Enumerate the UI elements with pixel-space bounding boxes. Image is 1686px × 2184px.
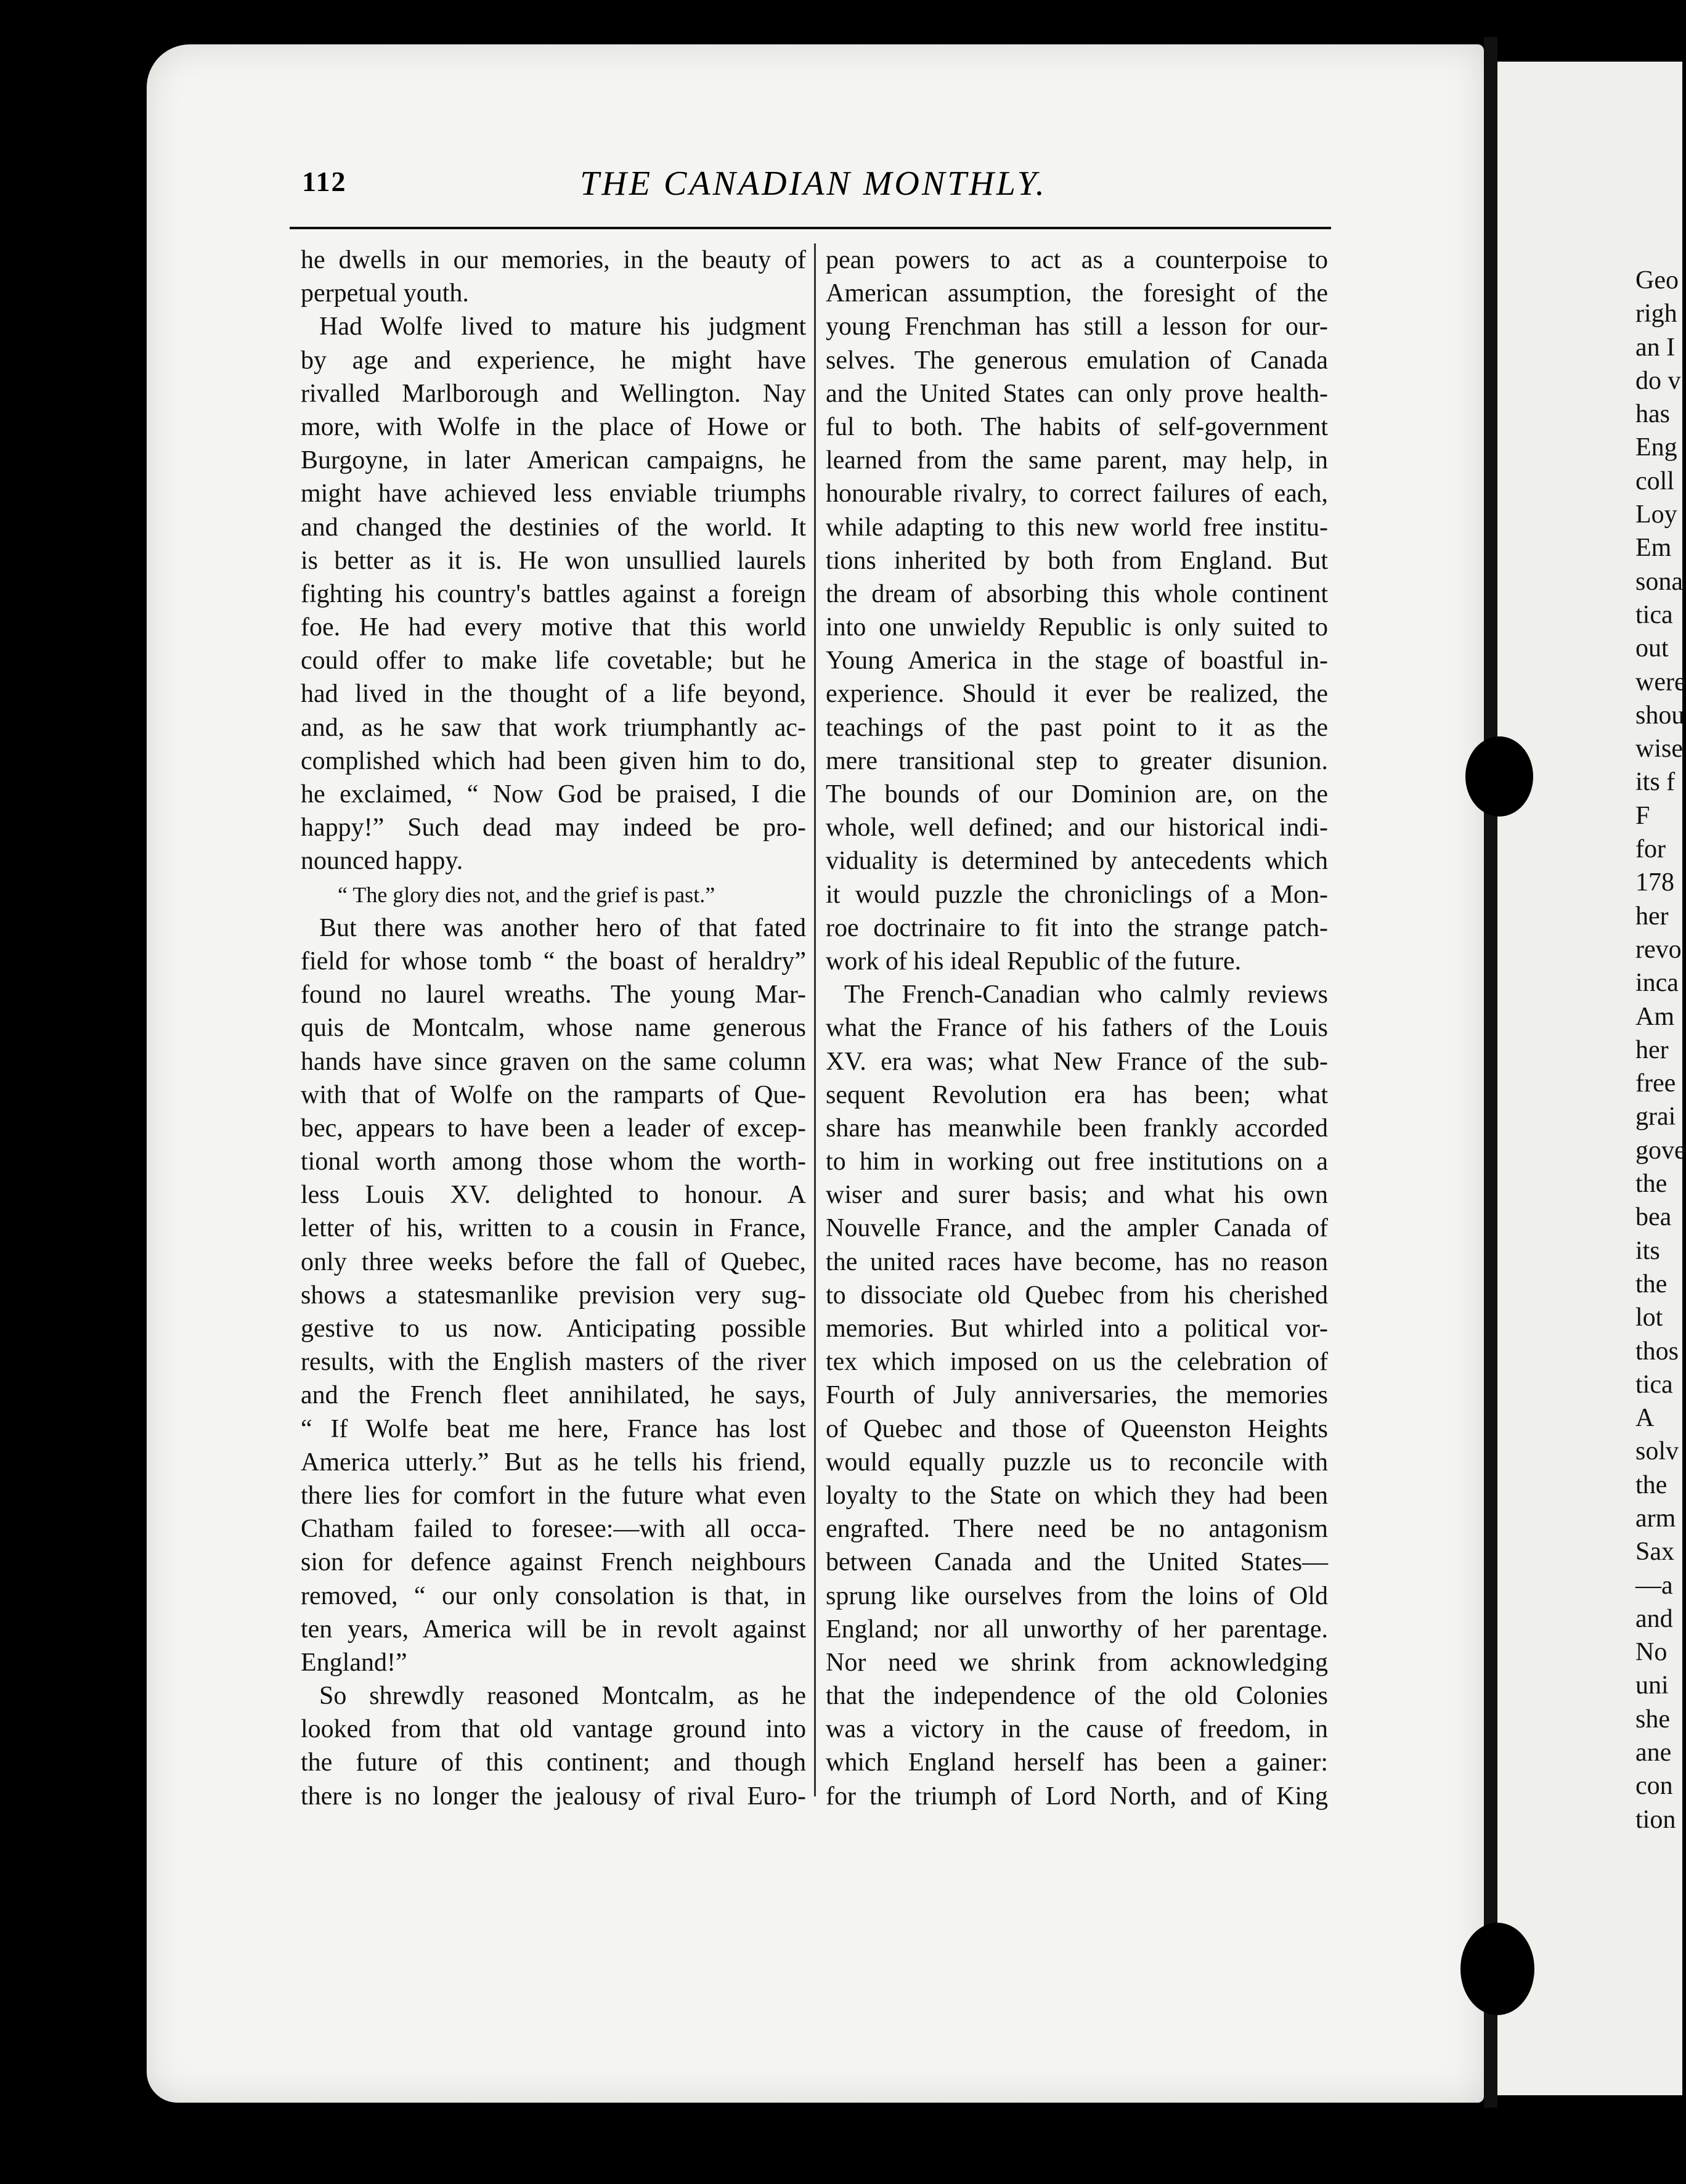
- facing-page-fragment: Sax: [1635, 1538, 1674, 1567]
- text-line: would equally puzzle us to reconcile with: [826, 1448, 1328, 1477]
- text-line: happy!” Such dead may indeed be pro-: [301, 813, 806, 842]
- facing-page-fragment: for: [1635, 835, 1666, 864]
- text-line: and, as he saw that work triumphantly ac-: [301, 713, 806, 742]
- text-line: The bounds of our Dominion are, on the: [826, 780, 1328, 809]
- facing-page-fragment: her: [1635, 1035, 1669, 1064]
- text-line: less Louis XV. delighted to honour. A: [301, 1181, 806, 1210]
- text-line: sion for defence against French neighbours: [301, 1548, 806, 1577]
- text-line: to him in working out free institutions on a: [826, 1147, 1328, 1176]
- text-line: experience. Should it ever be realized, the: [826, 680, 1328, 709]
- facing-page-fragment: Em: [1635, 534, 1672, 563]
- facing-page-fragment: shou: [1635, 701, 1685, 730]
- text-line: mere transitional step to greater disunion.: [826, 746, 1328, 775]
- text-line: while adapting to this new world free institu-: [826, 513, 1328, 542]
- text-line: to dissociate old Quebec from his cherished: [826, 1281, 1328, 1310]
- facing-page-fragment: solv: [1635, 1437, 1679, 1466]
- header-rule: [290, 227, 1331, 229]
- text-line: more, with Wolfe in the place of Howe or: [301, 412, 806, 441]
- text-line: Young America in the stage of boastful in-: [826, 646, 1328, 675]
- book-gutter: [1484, 37, 1497, 2108]
- facing-page-fragment: free: [1635, 1069, 1676, 1098]
- facing-page-fragment: revo: [1635, 935, 1682, 964]
- text-line: work of his ideal Republic of the future.: [826, 947, 1242, 976]
- text-line: ten years, America will be in revolt against: [301, 1615, 806, 1644]
- facing-page-fragment: tion: [1635, 1805, 1676, 1834]
- column-divider: [814, 243, 816, 1796]
- text-line: was a victory in the cause of freedom, in: [826, 1715, 1328, 1744]
- facing-page-fragment: the: [1635, 1170, 1668, 1199]
- text-line: he dwells in our memories, in the beauty of: [301, 246, 806, 274]
- text-line: removed, “ our only consolation is that, in: [301, 1581, 806, 1610]
- text-line: Nor need we shrink from acknowledging: [826, 1648, 1328, 1677]
- text-line: it would puzzle the chroniclings of a Mon-: [826, 880, 1328, 909]
- facing-page-fragment: Geo: [1635, 266, 1679, 295]
- facing-page-fragment: uni: [1635, 1671, 1669, 1700]
- text-line: XV. era was; what New France of the sub-: [826, 1047, 1328, 1076]
- facing-page-fragment: its f: [1635, 768, 1676, 797]
- text-line: he exclaimed, “ Now God be praised, I die: [301, 780, 806, 809]
- facing-page-fragment: arm: [1635, 1504, 1676, 1533]
- facing-page-fragment: inca: [1635, 969, 1679, 998]
- text-line: results, with the English masters of the river: [301, 1348, 806, 1377]
- text-line: shows a statesmanlike prevision very sug-: [301, 1281, 806, 1310]
- text-line: quis de Montcalm, whose name generous: [301, 1014, 806, 1043]
- text-line: America utterly.” But as he tells his friend,: [301, 1448, 806, 1477]
- facing-page-fragment: she: [1635, 1705, 1670, 1734]
- facing-page-fragment: do v: [1635, 366, 1681, 395]
- text-line: hands have since graven on the same column: [301, 1047, 806, 1076]
- text-line: But there was another hero of that fated: [319, 913, 806, 942]
- facing-page-fragment: lot: [1635, 1303, 1663, 1332]
- facing-page-fragment: her: [1635, 902, 1669, 931]
- text-line: looked from that old vantage ground into: [301, 1715, 806, 1744]
- page-number: 112: [302, 166, 347, 197]
- text-line: learned from the same parent, may help, in: [826, 446, 1328, 475]
- text-line: with that of Wolfe on the ramparts of Que-: [301, 1080, 806, 1109]
- text-line: complished which had been given him to do,: [301, 746, 806, 775]
- text-line: England!”: [301, 1648, 407, 1677]
- text-line: selves. The generous emulation of Canada: [826, 346, 1328, 375]
- facing-page-fragment: Loy: [1635, 500, 1677, 529]
- text-line: could offer to make life covetable; but he: [301, 646, 806, 675]
- text-line: viduality is determined by antecedents which: [826, 847, 1328, 876]
- facing-page-fragment: tica: [1635, 600, 1673, 629]
- text-line: England; nor all unworthy of her parentage.: [826, 1615, 1328, 1644]
- facing-page-fragment: were: [1635, 667, 1686, 696]
- text-line: and the United States can only prove health-: [826, 379, 1328, 408]
- text-line: and changed the destinies of the world. It: [301, 513, 806, 542]
- facing-page-fragment: A: [1635, 1404, 1655, 1433]
- facing-page-fragment: Am: [1635, 1002, 1674, 1031]
- text-line: is better as it is. He won unsullied laurels: [301, 546, 806, 575]
- facing-page-text-fragments: [1635, 264, 1686, 1836]
- facing-page-fragment: wise: [1635, 735, 1683, 764]
- text-line: ful to both. The habits of self-government: [826, 412, 1328, 441]
- text-line: American assumption, the foresight of the: [826, 279, 1328, 308]
- text-line: might have achieved less enviable triumphs: [301, 479, 806, 508]
- text-line: rivalled Marlborough and Wellington. Nay: [301, 379, 806, 408]
- facing-page-fragment: 178: [1635, 868, 1674, 897]
- text-line: The French-Canadian who calmly reviews: [844, 980, 1328, 1009]
- running-head: [302, 159, 1325, 208]
- text-line: the future of this continent; and though: [301, 1748, 806, 1777]
- text-line: perpetual youth.: [301, 279, 469, 308]
- text-line: tional worth among those whom the worth-: [301, 1147, 806, 1176]
- text-line: which England herself has been a gainer:: [826, 1748, 1328, 1777]
- facing-page-fragment: ane: [1635, 1738, 1672, 1767]
- facing-page-fragment: grai: [1635, 1102, 1676, 1131]
- text-line: found no laurel wreaths. The young Mar-: [301, 980, 806, 1009]
- text-line: Burgoyne, in later American campaigns, he: [301, 446, 806, 475]
- text-line: the dream of absorbing this whole continent: [826, 579, 1328, 608]
- facing-page-fragment: the: [1635, 1470, 1668, 1499]
- facing-page-fragment: coll: [1635, 467, 1674, 495]
- text-line: nounced happy.: [301, 847, 463, 876]
- text-line: had lived in the thought of a life beyond,: [301, 680, 806, 709]
- facing-page-fragment: tica: [1635, 1370, 1673, 1399]
- facing-page-fragment: has: [1635, 400, 1670, 429]
- facing-page-fragment: its: [1635, 1236, 1660, 1265]
- text-line: there lies for comfort in the future what even: [301, 1481, 806, 1510]
- text-line: “ The glory dies not, and the grief is past.”: [338, 882, 715, 907]
- facing-page-fragment: No: [1635, 1638, 1668, 1667]
- facing-page-fragment: F: [1635, 801, 1650, 830]
- text-line: between Canada and the United States—: [826, 1548, 1328, 1577]
- facing-page-fragment: gove: [1635, 1136, 1686, 1165]
- text-line: tions inherited by both from England. But: [826, 546, 1328, 575]
- right-text-column: [826, 243, 1328, 1813]
- text-line: what the France of his fathers of the Louis: [826, 1014, 1328, 1043]
- text-line: Fourth of July anniversaries, the memories: [826, 1381, 1328, 1410]
- text-line: So shrewdly reasoned Montcalm, as he: [319, 1682, 806, 1711]
- text-line: teachings of the past point to it as the: [826, 713, 1328, 742]
- text-line: Chatham failed to foresee:—with all occa-: [301, 1515, 806, 1544]
- text-line: Nouvelle France, and the ampler Canada of: [826, 1214, 1328, 1243]
- text-line: “ If Wolfe beat me here, France has lost: [301, 1414, 806, 1443]
- text-line: pean powers to act as a counterpoise to: [826, 246, 1328, 274]
- facing-page-fragment: righ: [1635, 299, 1677, 328]
- text-line: the united races have become, has no reason: [826, 1247, 1328, 1276]
- text-line: wiser and surer basis; and what his own: [826, 1181, 1328, 1210]
- text-line: young Frenchman has still a lesson for our-: [826, 312, 1328, 341]
- facing-page-fragment: an I: [1635, 333, 1676, 362]
- facing-page-fragment: con: [1635, 1772, 1673, 1801]
- facing-page-fragment: Eng: [1635, 433, 1677, 462]
- facing-page-fragment: the: [1635, 1269, 1668, 1298]
- text-line: loyalty to the State on which they had been: [826, 1481, 1328, 1510]
- facing-page-fragment: and: [1635, 1604, 1673, 1633]
- text-line: Had Wolfe lived to mature his judgment: [319, 312, 806, 341]
- text-line: letter of his, written to a cousin in France,: [301, 1214, 806, 1243]
- text-line: of Quebec and those of Queenston Heights: [826, 1414, 1328, 1443]
- text-line: there is no longer the jealousy of rival Euro-: [301, 1782, 806, 1811]
- text-line: by age and experience, he might have: [301, 346, 806, 375]
- text-line: engrafted. There need be no antagonism: [826, 1515, 1328, 1544]
- binding-hole-top: [1465, 736, 1533, 817]
- text-line: into one unwieldy Republic is only suited to: [826, 613, 1328, 642]
- text-line: sequent Revolution era has been; what: [826, 1080, 1328, 1109]
- text-line: for the triumph of Lord North, and of King: [826, 1782, 1328, 1811]
- facing-page-fragment: bea: [1635, 1203, 1672, 1232]
- facing-page-fragment: out: [1635, 634, 1669, 663]
- text-line: foe. He had every motive that this world: [301, 613, 806, 642]
- journal-title: THE CANADIAN MONTHLY.: [580, 165, 1047, 203]
- facing-page-fragment: sona: [1635, 567, 1683, 596]
- text-line: share has meanwhile been frankly accorded: [826, 1114, 1328, 1143]
- facing-page-fragment: —a: [1635, 1571, 1673, 1600]
- text-line: whole, well defined; and our historical indi-: [826, 813, 1328, 842]
- text-line: memories. But whirled into a political vor-: [826, 1314, 1328, 1343]
- facing-page-fragment: thos: [1635, 1337, 1679, 1366]
- left-text-column: [301, 243, 806, 1813]
- text-line: honourable rivalry, to correct failures of each,: [826, 479, 1328, 508]
- text-line: field for whose tomb “ the boast of heraldry”: [301, 947, 806, 976]
- text-line: bec, appears to have been a leader of excep-: [301, 1114, 806, 1143]
- text-line: only three weeks before the fall of Quebec,: [301, 1247, 806, 1276]
- text-line: and the French fleet annihilated, he says,: [301, 1381, 806, 1410]
- binding-hole-bottom: [1460, 1923, 1534, 2015]
- text-line: roe doctrinaire to fit into the strange patch-: [826, 913, 1328, 942]
- text-line: sprung like ourselves from the loins of Old: [826, 1581, 1328, 1610]
- text-line: tex which imposed on us the celebration of: [826, 1348, 1328, 1377]
- text-line: gestive to us now. Anticipating possible: [301, 1314, 806, 1343]
- text-line: that the independence of the old Colonies: [826, 1682, 1328, 1711]
- text-line: fighting his country's battles against a foreign: [301, 579, 806, 608]
